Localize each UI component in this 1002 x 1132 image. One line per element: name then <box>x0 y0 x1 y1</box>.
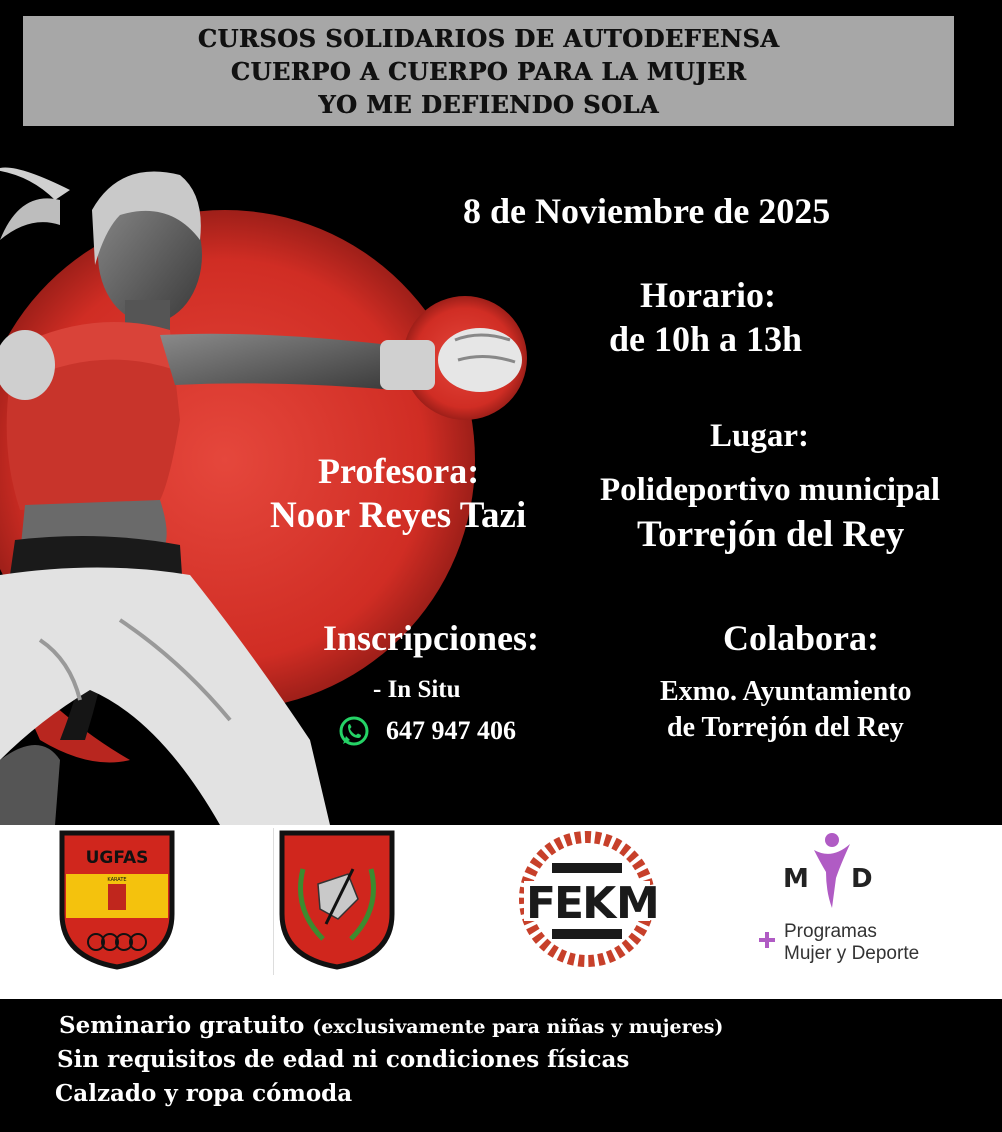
footer-line-2: Sin requisitos de edad ni condiciones físicas <box>57 1046 630 1073</box>
place-label: Lugar: <box>710 418 809 454</box>
schedule-label: Horario: <box>640 275 776 315</box>
fekm-logo <box>522 831 660 967</box>
whatsapp-icon <box>337 715 371 749</box>
footer-line-1 <box>59 1012 723 1039</box>
ugfas-text: UGFAS <box>85 848 149 868</box>
footer-exclusive-note: (exclusivamente para niñas y mujeres) <box>312 1016 724 1038</box>
plus-icon <box>757 930 777 950</box>
registration-phone[interactable]: 647 947 406 <box>386 716 516 745</box>
collab-line-1: Exmo. Ayuntamiento <box>660 676 912 707</box>
md-figure-logo <box>812 832 852 910</box>
ugfas-shield-logo <box>58 829 176 971</box>
registration-label: Inscripciones: <box>323 618 539 658</box>
footer-line-3: Calzado y ropa cómoda <box>55 1080 353 1107</box>
place-line-1: Polideportivo municipal <box>600 472 941 508</box>
collab-label: Colabora: <box>723 618 879 658</box>
schedule-value: de 10h a 13h <box>609 319 803 359</box>
ugfas-small-text: KARATE <box>107 877 127 883</box>
md-subtitle-1: Programas <box>784 921 877 942</box>
md-letter-m: M <box>783 864 809 894</box>
fekm-text: FEK <box>526 878 615 929</box>
title-line-1: CURSOS SOLIDARIOS DE AUTODEFENSA <box>197 23 780 53</box>
title-line-2: CUERPO A CUERPO PARA LA MUJER <box>230 56 747 86</box>
fekm-text-m: M <box>616 878 660 929</box>
registration-in-situ: - In Situ <box>373 676 461 703</box>
event-date: 8 de Noviembre de 2025 <box>463 191 831 231</box>
title-line-3: YO ME DEFIENDO SOLA <box>318 89 659 119</box>
place-line-2: Torrejón del Rey <box>637 514 905 555</box>
title-banner <box>23 16 954 126</box>
defense-shield-logo <box>278 829 396 971</box>
md-subtitle-2: Mujer y Deporte <box>784 943 920 964</box>
footer-free-seminar: Seminario gratuito <box>59 1012 305 1039</box>
md-letter-d: D <box>851 864 873 894</box>
teacher-label: Profesora: <box>318 451 480 491</box>
logo-divider <box>273 828 274 975</box>
teacher-name: Noor Reyes Tazi <box>270 495 527 536</box>
collab-line-2: de Torrejón del Rey <box>667 712 904 743</box>
